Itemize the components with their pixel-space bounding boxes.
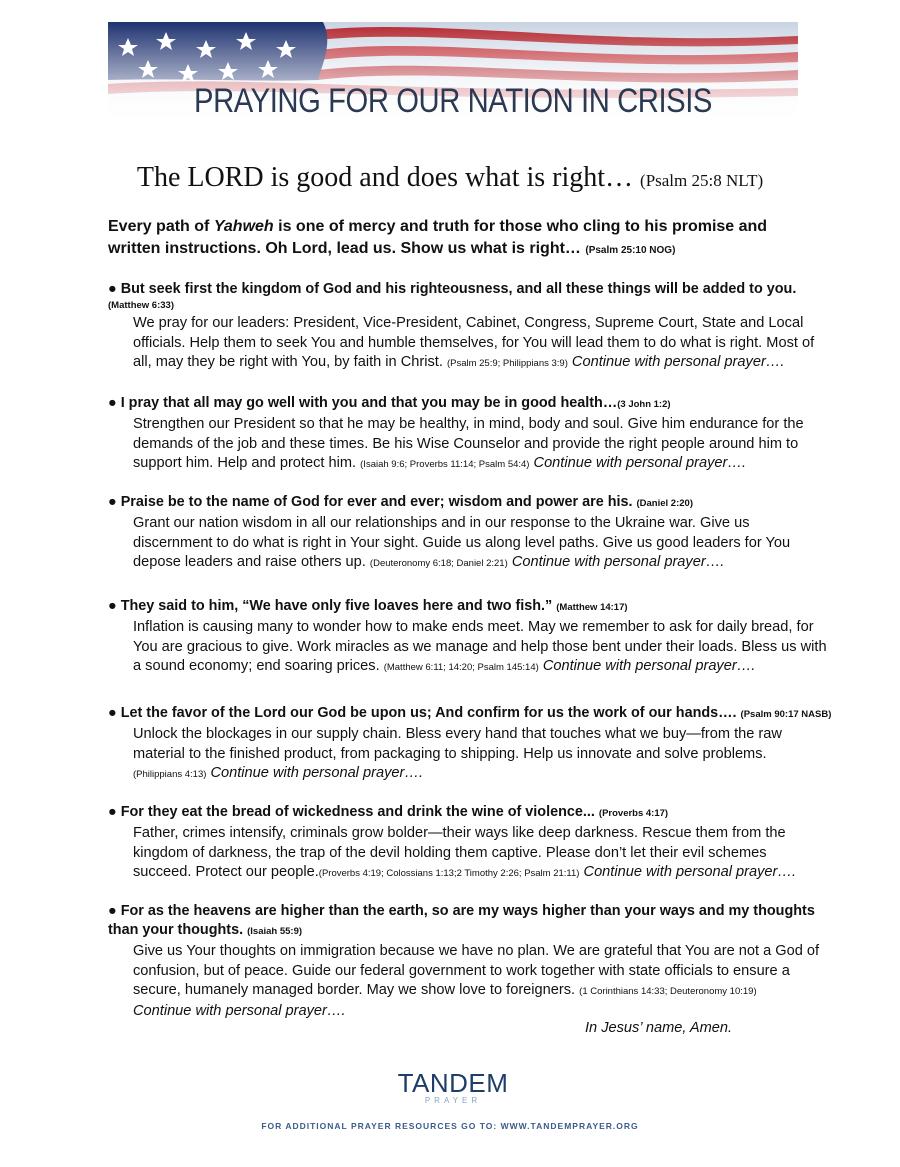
verse-text: ● I pray that all may go well with you and that you may be in good health… — [108, 395, 618, 411]
verse-line: ● But seek first the kingdom of God and his righteousness, and all these things will be added to you. — [108, 281, 797, 297]
continue-prayer: Continue with personal prayer…. — [133, 1002, 346, 1019]
prayer-ref: (Philippians 4:13) — [133, 769, 207, 780]
intro-ref: (Psalm 25:10 NOG) — [585, 245, 676, 256]
prayer-ref: (Matthew 6:11; 14:20; Psalm 145:14) — [383, 662, 539, 673]
prayer-ref: (Deuteronomy 6:18; Daniel 2:21) — [369, 558, 508, 569]
prayer-ref: (1 Corinthians 14:33; Deuteronomy 10:19) — [579, 986, 757, 997]
verse-ref: (3 John 1:2) — [617, 399, 671, 410]
verse-line — [108, 493, 828, 513]
prayer-section — [108, 803, 828, 884]
prayer-text — [133, 314, 828, 374]
page-title-ref: (Psalm 25:8 NLT) — [640, 171, 764, 190]
verse-ref: (Matthew 14:17) — [556, 602, 628, 613]
prayer-ref: (Proverbs 4:19; Colossians 1:13;2 Timothy 2:26; Psalm 21:11) — [318, 868, 580, 879]
verse-text: ● They said to him, “We have only five loaves here and two fish.” — [108, 598, 553, 614]
verse-line — [108, 803, 828, 823]
prayer-ref: (Psalm 25:9; Philippians 3:9) — [446, 358, 568, 369]
verse-ref: (Daniel 2:20) — [636, 498, 693, 509]
continue-prayer: Continue with personal prayer…. — [542, 658, 756, 674]
verse-line — [108, 704, 832, 724]
prayer-body: Grant our nation wisdom in all our relationships and in our response to the Ukraine war. Give us discernment to do what is right in Your sight. Guide us along level paths. Give us good leaders for You depose leaders and raise others up. — [133, 515, 791, 570]
logo-name: TANDEM — [397, 1068, 509, 1098]
prayer-section — [108, 493, 828, 574]
logo-subtitle: PRAYER — [424, 1096, 482, 1105]
prayer-body: Strengthen our President so that he may be healthy, in mind, body and soul. Give him endurance for the demands of the job and these times. Be his Wise Counselor and provide the right people around him to support him. Help and protect him. — [133, 416, 804, 471]
prayer-text — [133, 618, 828, 678]
tandem-logo — [393, 1070, 513, 1105]
header-banner — [108, 22, 798, 127]
prayer-section — [108, 597, 828, 678]
prayer-body: We pray for our leaders: President, Vice-President, Cabinet, Congress, Supreme Court, State and Local officials. Help them to seek You and humble themselves, for You will lead them to do what is right. Most of all, may they be right with You, by faith in Christ. — [133, 315, 815, 370]
intro-text-1: Every path of — [108, 218, 214, 235]
intro-italic: Yahweh — [213, 218, 274, 235]
verse-text: ● For as the heavens are higher than the earth, so are my ways higher than your ways and my thoughts than your thoughts. — [108, 903, 815, 938]
intro-paragraph — [108, 216, 814, 262]
prayer-section — [108, 280, 828, 374]
verse-line — [108, 394, 828, 414]
prayer-section — [108, 394, 828, 475]
continue-prayer: Continue with personal prayer…. — [571, 354, 785, 370]
prayer-text — [133, 415, 828, 475]
prayer-text — [133, 942, 828, 1021]
prayer-body: Father, crimes intensify, criminals grow bolder—their ways like deep darkness. Rescue them from the kingdom of darkness, the trap of the devil holding them captive. Please don’t let their evil schemes succeed. Protect our people. — [133, 825, 786, 880]
footer-resources: FOR ADDITIONAL PRAYER RESOURCES GO TO: WWW.TANDEMPRAYER.ORG — [261, 1121, 639, 1131]
page-title — [0, 162, 900, 194]
closing-line: In Jesus’ name, Amen. — [585, 1020, 733, 1036]
continue-prayer: Continue with personal prayer…. — [511, 554, 725, 570]
prayer-section — [108, 902, 828, 1021]
prayer-text — [133, 824, 828, 884]
verse-text: ● For they eat the bread of wickedness and drink the wine of violence... — [108, 804, 595, 820]
page-title-text: The LORD is good and does what is right… — [136, 162, 634, 193]
continue-prayer: Continue with personal prayer…. — [210, 765, 423, 781]
verse-ref: (Proverbs 4:17) — [598, 808, 669, 819]
verse-ref: (Isaiah 55:9) — [247, 926, 303, 937]
prayer-text — [133, 725, 828, 785]
verse-line — [108, 902, 828, 941]
continue-prayer: Continue with personal prayer…. — [583, 864, 797, 880]
verse-line — [108, 597, 828, 617]
prayer-text — [133, 514, 828, 574]
intro-text-2: is one of mercy and truth for those who cling to his promise and written instructions. Oh Lord, lead us. Show us what is right… — [108, 218, 768, 257]
verse-text: ● Let the favor of the Lord our God be upon us; And confirm for us the work of our hands…. — [108, 705, 737, 721]
prayer-body: Unlock the blockages in our supply chain. Bless every hand that touches what we buy—from the raw material to the finished product, from packaging to shipping. Help us innovate and solve problems. — [133, 726, 782, 762]
continue-prayer: Continue with personal prayer…. — [533, 455, 747, 471]
prayer-body: Give us Your thoughts on immigration because we have no plan. We are grateful that You are not a God of confusion, but of peace. Guide our federal government to work together with state officials to ensure a secure, humanely managed border. May we show love to foreigners. — [133, 943, 820, 998]
banner-title: PRAYING FOR OUR NATION IN CRISIS — [193, 82, 713, 120]
verse-text: ● Praise be to the name of God for ever and ever; wisdom and power are his. — [108, 494, 633, 510]
verse-ref: (Matthew 6:33) — [108, 300, 174, 311]
prayer-body: Inflation is causing many to wonder how to make ends meet. May we remember to ask for daily bread, for You are gracious to give. Work miracles as we manage and help those bent under their loads. Bless us with a sound economy; end soaring prices. — [133, 619, 827, 674]
prayer-section — [108, 704, 832, 785]
prayer-ref: (Isaiah 9:6; Proverbs 11:14; Psalm 54:4) — [360, 459, 530, 470]
verse-ref: (Psalm 90:17 NASB) — [740, 709, 832, 720]
